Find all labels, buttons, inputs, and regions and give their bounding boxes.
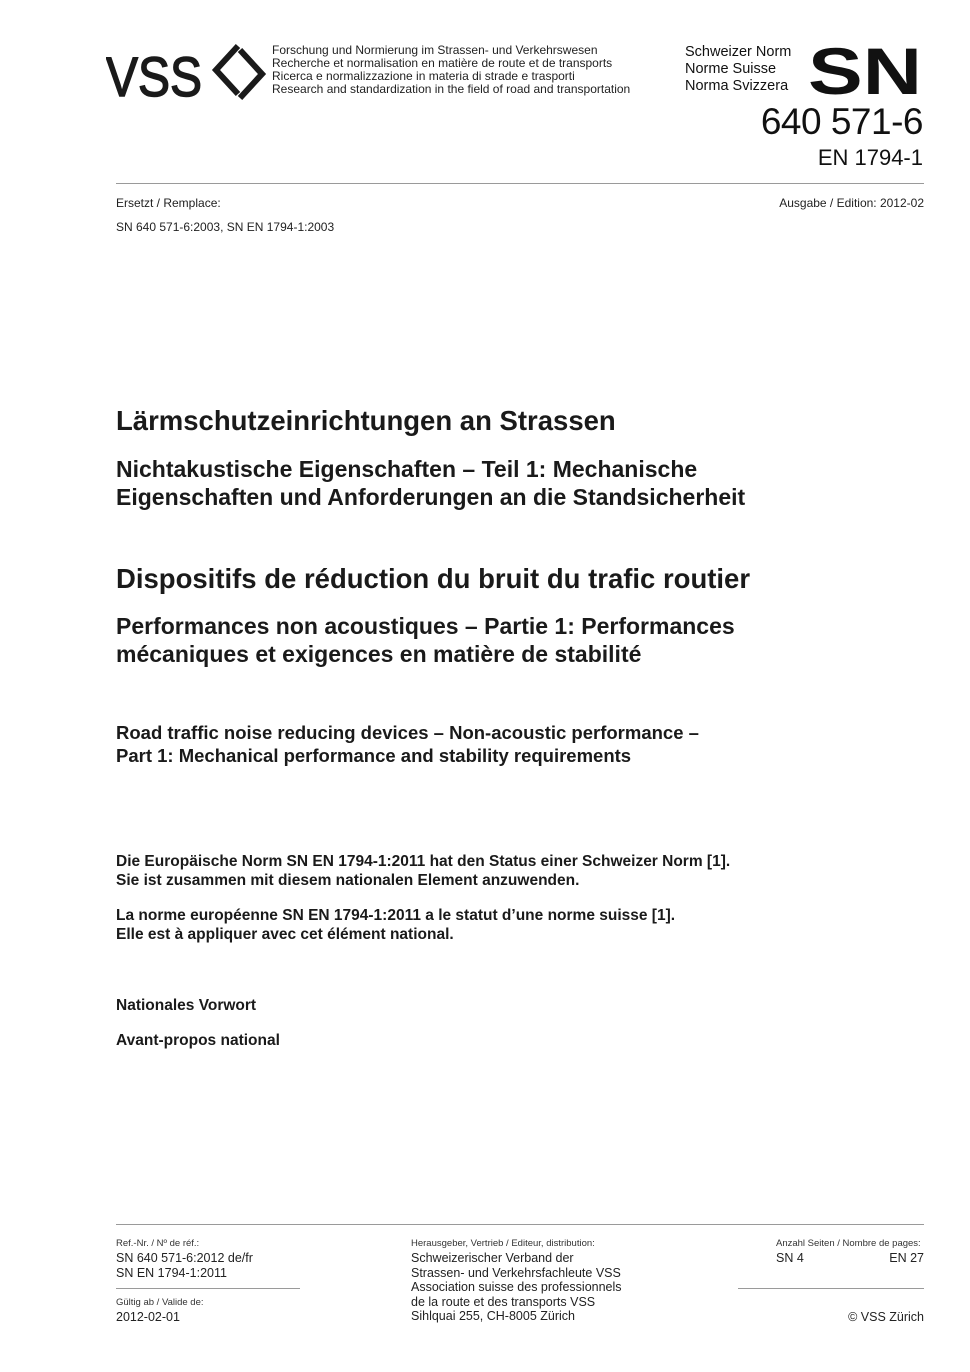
publisher-line: de la route et des transports VSS [411, 1294, 596, 1309]
subtitle-de [116, 455, 936, 511]
status-note-fr [116, 907, 675, 944]
status-note-de-line: Die Europäische Norm SN EN 1794-1:2011 hat den Status einer Schweizer Norm [1]. [116, 853, 731, 870]
sn-logo [808, 44, 924, 96]
title-en-line: Part 1: Mechanical performance and stability requirements [116, 745, 632, 766]
pages-en: EN 27 [889, 1251, 924, 1265]
replaces-value: SN 640 571-6:2003, SN EN 1794-1:2003 [116, 220, 335, 234]
footer-divider [116, 1224, 924, 1225]
foreword-heading-fr: Avant-propos national [116, 1032, 280, 1049]
foreword-heading-de: Nationales Vorwort [116, 997, 257, 1014]
publisher-address [411, 1251, 622, 1324]
publisher-line: Sihlquai 255, CH-8005 Zürich [411, 1309, 575, 1323]
footer-left-divider [116, 1288, 300, 1289]
publisher-line: Schweizerischer Verband der [411, 1251, 574, 1265]
status-note-de [116, 853, 730, 890]
copyright: © VSS Zürich [848, 1310, 924, 1324]
subtitle-de-line: Eigenschaften und Anforderungen an die Standsicherheit [116, 484, 746, 510]
pages-sn: SN 4 [776, 1251, 804, 1265]
sn-logo-icon [808, 44, 924, 96]
standard-number: 640 571-6 [760, 101, 923, 142]
subtitle-de-line: Nichtakustische Eigenschaften – Teil 1: Mechanische [116, 456, 698, 482]
title-de: Lärmschutzeinrichtungen an Strassen [116, 405, 616, 436]
vss-logo-icon [106, 40, 266, 104]
subtitle-fr [116, 612, 735, 668]
publisher-label: Herausgeber, Vertrieb / Editeur, distribution: [411, 1238, 595, 1249]
sn-name-de: Schweizer Norm [685, 44, 792, 60]
footer-right-divider [738, 1288, 924, 1289]
vss-description-line: Forschung und Normierung im Strassen- und Verkehrswesen [272, 43, 598, 57]
ref-values [116, 1251, 253, 1280]
title-en [116, 721, 699, 767]
publisher-line: Association suisse des professionnels [411, 1280, 622, 1294]
sn-logo-text: SN [808, 44, 922, 96]
vss-description-line: Research and standardization in the field of road and transportation [272, 82, 631, 96]
header-divider [116, 183, 924, 184]
status-note-fr-line: La norme européenne SN EN 1794-1:2011 a le statut d’une norme suisse [1]. [116, 907, 676, 924]
en-number: EN 1794-1 [817, 145, 923, 170]
valid-label: Gültig ab / Valide de: [116, 1297, 204, 1308]
vss-description [272, 44, 630, 96]
status-note-de-line: Sie ist zusammen mit diesem nationalen Element anzuwenden. [116, 871, 580, 889]
publisher-line: Strassen- und Verkehrsfachleute VSS [411, 1265, 621, 1280]
edition: Ausgabe / Edition: 2012-02 [779, 196, 924, 210]
vss-description-line: Ricerca e normalizzazione in materia di strade e trasporti [272, 69, 575, 83]
title-en-line: Road traffic noise reducing devices – Non-acoustic performance – [116, 722, 699, 743]
ref-label: Ref.-Nr. / Nº de réf.: [116, 1238, 200, 1249]
ref-value: SN 640 571-6:2012 de/fr [116, 1251, 253, 1265]
subtitle-fr-line: mécaniques et exigences en matière de stabilité [116, 641, 642, 667]
sn-name-it: Norma Svizzera [685, 78, 789, 94]
vss-description-line: Recherche et normalisation en matière de route et de transports [272, 56, 613, 70]
sn-name-fr: Norme Suisse [685, 61, 777, 77]
title-fr: Dispositifs de réduction du bruit du trafic routier [116, 563, 751, 594]
vss-logo-text: VSS [106, 45, 202, 104]
sn-norm-names [685, 44, 791, 95]
ref-value: SN EN 1794-1:2011 [116, 1265, 227, 1280]
pages-label: Anzahl Seiten / Nombre de pages: [776, 1238, 921, 1249]
valid-value: 2012-02-01 [116, 1310, 180, 1324]
replaces-label: Ersetzt / Remplace: [116, 196, 221, 210]
vss-logo [106, 40, 266, 104]
subtitle-fr-line: Performances non acoustiques – Partie 1: Performances [116, 613, 735, 639]
status-note-fr-line: Elle est à appliquer avec cet élément national. [116, 925, 454, 943]
